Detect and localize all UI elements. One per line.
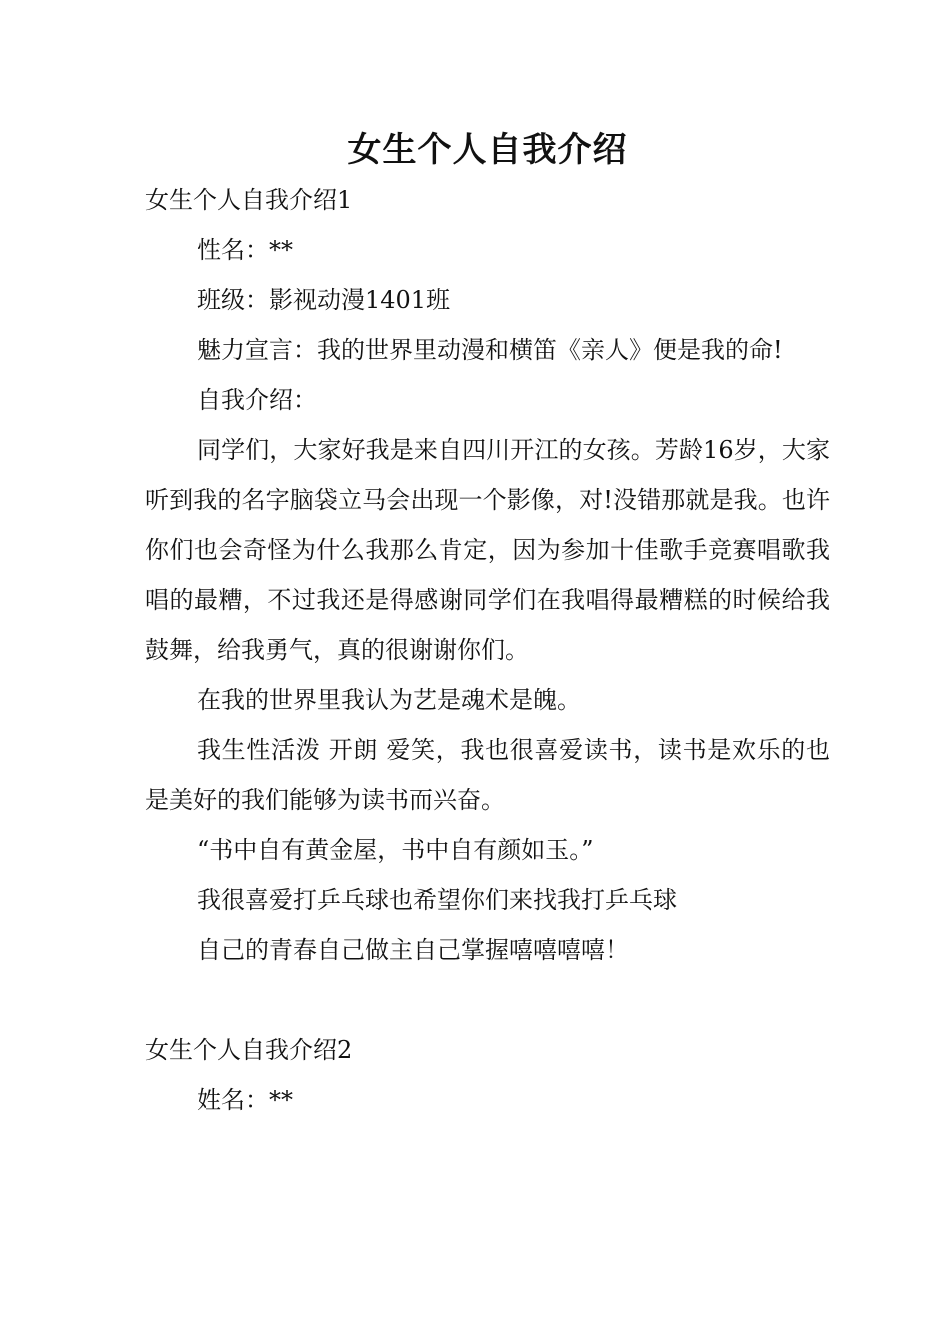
paragraph-intro-body: 同学们，大家好我是来自四川开江的女孩。芳龄16岁，大家听到我的名字脑袋立马会出现一个影像，对!没错那就是我。也许你们也会奇怪为什么我那么肯定，因为参加十佳歌手竞赛唱歌我唱的最糟，不过我还是得感谢同学们在我唱得最糟糕的时候给我鼓舞，给我勇气，真的很谢谢你们。 xyxy=(145,436,830,664)
paragraph-personality: 我生性活泼 开朗 爱笑，我也很喜爱读书，读书是欢乐的也是美好的我们能够为读书而兴奋。 xyxy=(145,736,830,814)
paragraph-intro-label: 自我介绍： xyxy=(197,386,317,414)
paragraph-motto: 魅力宣言：我的世界里动漫和横笛《亲人》便是我的命! xyxy=(197,336,783,364)
paragraph-quote: “书中自有黄金屋，书中自有颜如玉。” xyxy=(197,836,594,864)
document-title: 女生个人自我介绍 xyxy=(347,130,628,170)
paragraph-name: 性名：** xyxy=(197,236,293,264)
section-heading-2: 女生个人自我介绍2 xyxy=(145,1036,353,1064)
paragraph-youth: 自己的青春自己做主自己掌握嘻嘻嘻嘻！ xyxy=(197,936,629,964)
paragraph-art-soul: 在我的世界里我认为艺是魂术是魄。 xyxy=(197,686,581,714)
paragraph-name-2: 姓名：** xyxy=(197,1086,293,1114)
section-spacer xyxy=(145,975,830,1025)
paragraph-table-tennis: 我很喜爱打乒乓球也希望你们来找我打乒乓球 xyxy=(197,886,677,914)
section-heading-1: 女生个人自我介绍1 xyxy=(145,186,353,214)
paragraph-class: 班级：影视动漫1401班 xyxy=(197,286,451,314)
